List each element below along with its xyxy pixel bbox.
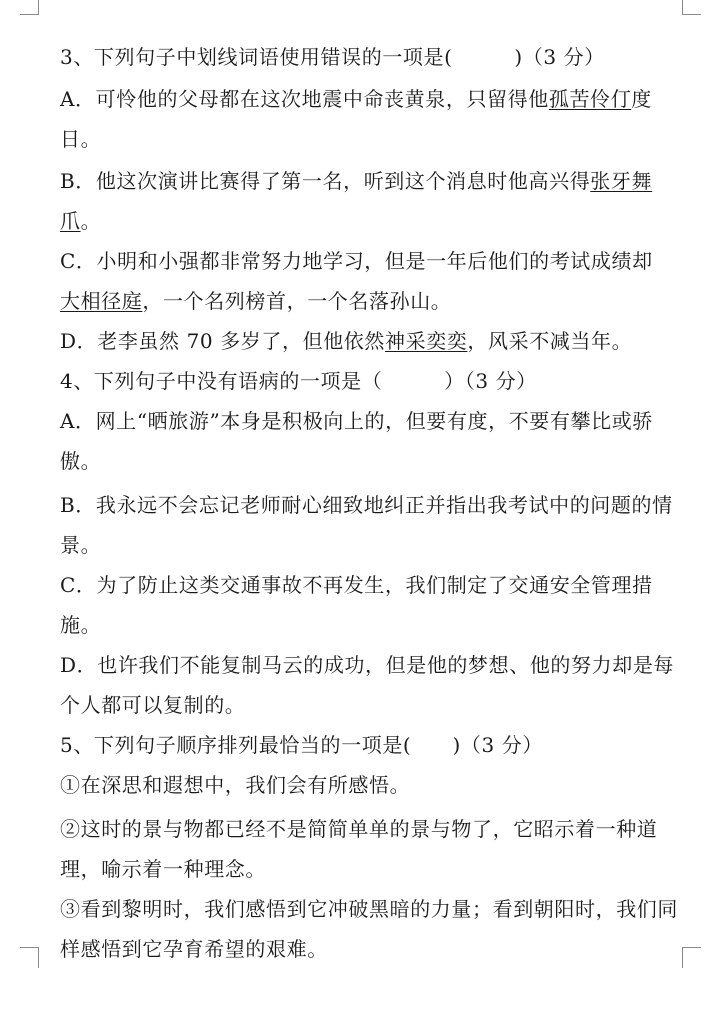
crop-mark-top-left xyxy=(20,0,39,15)
underlined-phrase: 爪 xyxy=(60,209,81,233)
option-text: B．他这次演讲比赛得了第一名，听到这个消息时他高兴得 xyxy=(60,169,591,193)
crop-mark-bottom-left xyxy=(20,947,39,968)
underlined-phrase: 大相径庭 xyxy=(60,289,143,313)
question-3-option-c: C．小明和小强都非常努力地学习，但是一年后他们的考试成绩却 xyxy=(60,249,653,273)
option-text: 度 xyxy=(631,87,652,111)
underlined-phrase: 孤苦伶仃 xyxy=(548,87,632,111)
question-5-item-3-cont: 样感悟到它孕育希望的艰难。 xyxy=(60,937,328,961)
option-text: D．老李虽然 70 多岁了，但他依然 xyxy=(60,329,385,353)
question-4-option-b: B．我永远不会忘记老师耐心细致地纠正并指出我考试中的问题的情 xyxy=(60,493,673,517)
question-4-option-b-cont: 景。 xyxy=(60,533,102,557)
option-text: 。 xyxy=(80,209,102,233)
question-3-stem: 3、下列句子中划线词语使用错误的一项是( )（3 分） xyxy=(60,45,605,69)
crop-mark-bottom-right xyxy=(682,947,701,968)
question-5-item-1: ①在深思和遐想中，我们会有所感悟。 xyxy=(60,773,411,797)
question-3-option-c-cont xyxy=(60,288,451,314)
question-5-item-2: ②这时的景与物都已经不是简简单单的景与物了，它昭示着一种道 xyxy=(60,817,658,841)
question-3-option-b-cont xyxy=(60,208,101,234)
question-4-option-a-cont: 傲。 xyxy=(60,449,102,473)
question-4-stem: 4、下列句子中没有语病的一项是（ ）（3 分） xyxy=(60,369,537,393)
question-4-option-c: C．为了防止这类交通事故不再发生，我们制定了交通安全管理措 xyxy=(60,573,653,597)
question-3-option-a xyxy=(60,86,652,112)
question-3-option-d xyxy=(60,328,632,354)
question-3-option-a-cont: 日。 xyxy=(60,127,102,151)
question-5-item-3: ③看到黎明时，我们感悟到它冲破黑暗的力量；看到朝阳时，我们同 xyxy=(60,897,678,921)
option-text: A．可怜他的父母都在这次地震中命丧黄泉，只留得他 xyxy=(60,87,549,111)
question-3-option-b xyxy=(60,168,652,194)
question-4-option-d: D．也许我们不能复制马云的成功，但是他的梦想、他的努力却是每 xyxy=(60,653,675,677)
crop-mark-top-right xyxy=(682,0,701,15)
question-5-stem: 5、下列句子顺序排列最恰当的一项是( )（3 分） xyxy=(60,733,544,757)
option-text: ，一个名列榜首，一个名落孙山。 xyxy=(142,289,452,313)
question-4-option-a: A．网上“晒旅游”本身是积极向上的，但要有度，不要有攀比或骄 xyxy=(60,409,653,433)
question-5-item-2-cont: 理，喻示着一种理念。 xyxy=(60,857,266,881)
option-text: ，风采不减当年。 xyxy=(467,329,633,353)
underlined-phrase: 神采奕奕 xyxy=(385,329,468,353)
underlined-phrase: 张牙舞 xyxy=(590,169,653,193)
question-4-option-d-cont: 个人都可以复制的。 xyxy=(60,693,246,717)
question-4-option-c-cont: 施。 xyxy=(60,613,102,637)
